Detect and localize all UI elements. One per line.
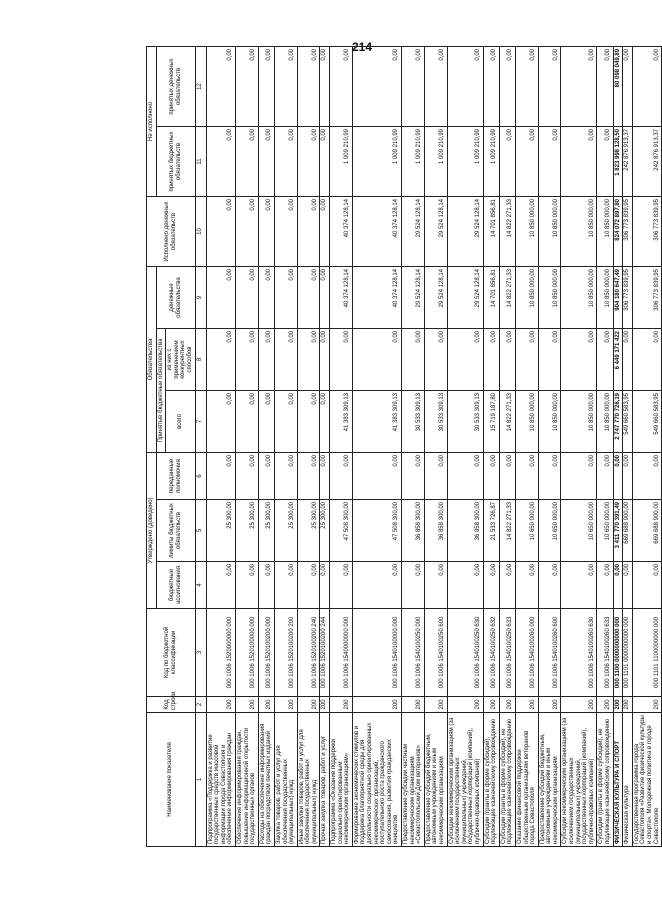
cell-kbk: 000 1006 1520100000 000 bbox=[235, 609, 258, 697]
cell-budget-assignments: 0,00 bbox=[258, 562, 274, 609]
cell-ne-monetary: 0,00 bbox=[597, 46, 613, 126]
cell-budget-assignments: 0,00 bbox=[235, 562, 258, 609]
cell-monetary: 14 822 271,33 bbox=[499, 266, 515, 328]
cell-ne-monetary: 0,00 bbox=[352, 46, 401, 126]
cell-executed: 40 374 128,14 bbox=[352, 196, 401, 266]
cell-monetary: 0,00 bbox=[258, 266, 274, 328]
cell-kbk: 000 1006 1540100260 600 bbox=[538, 609, 561, 697]
header-transferred: переданные полномочия bbox=[156, 452, 195, 499]
cell-ne-accepted-budget: 242 876 913,37 bbox=[632, 126, 661, 196]
cell-transferred: 0,00 bbox=[330, 452, 353, 499]
page-number: 214 bbox=[352, 40, 373, 54]
cell-transferred: 0,00 bbox=[274, 452, 297, 499]
header-kbk: Код по бюджетной классификации bbox=[147, 609, 196, 697]
cell-total: 0,00 bbox=[274, 390, 297, 452]
cell-ne-monetary: 0,00 bbox=[561, 46, 597, 126]
table-row bbox=[632, 46, 661, 846]
cell-kbk: 000 1101 0000000000 000 bbox=[623, 609, 633, 697]
cell-monetary: 904 180 647,49 bbox=[613, 266, 623, 328]
cell-name: Обеспечение информирования граждан, повышение информационной открытости государственных органов bbox=[235, 713, 258, 847]
cell-budget-assignments: 0,00 bbox=[447, 562, 483, 609]
cell-competitive: 0,00 bbox=[499, 328, 515, 390]
cell-transferred: 0,00 bbox=[483, 452, 499, 499]
header-code: Код строки bbox=[147, 697, 196, 713]
cell-ne-monetary: 0,00 bbox=[538, 46, 561, 126]
cell-ne-accepted-budget: 0,00 bbox=[258, 126, 274, 196]
cell-budget-assignments: 0,00 bbox=[632, 562, 661, 609]
cell-competitive: 0,00 bbox=[424, 328, 447, 390]
cell-ne-accepted-budget: 1 009 210,99 bbox=[330, 126, 353, 196]
header-executed: Исполнено денежных обязательств bbox=[147, 196, 196, 266]
cell-ne-monetary: 0,00 bbox=[499, 46, 515, 126]
cell-total: 15 719 187,80 bbox=[483, 390, 499, 452]
cell-ne-accepted-budget: 0,00 bbox=[206, 126, 235, 196]
cell-transferred: 0,00 bbox=[613, 452, 623, 499]
header-obligations: Обязательства bbox=[147, 266, 157, 452]
cell-ne-monetary: 0,00 bbox=[330, 46, 353, 126]
cell-kbk: 000 1006 1540100250 633 bbox=[499, 609, 515, 697]
cell-name: Субсидии (гранты в форме субсидий), подлежащие казначейскому сопровождению bbox=[483, 713, 499, 847]
header-name: Наименование показателя bbox=[147, 713, 196, 847]
cell-ne-accepted-budget: 0,00 bbox=[320, 126, 330, 196]
cell-limits: 669 688 900,00 bbox=[632, 500, 661, 562]
cell-executed: 0,00 bbox=[258, 196, 274, 266]
cell-name: Субсидии некоммерческим организациям (за исключением государственных (муниципальных) учреждений, государственных корпораций (компаний), публично-правовых компаний) bbox=[561, 713, 597, 847]
cell-limits: 36 858 300,00 bbox=[424, 500, 447, 562]
cell-transferred: 0,00 bbox=[538, 452, 561, 499]
cell-ne-accepted-budget: 0,00 bbox=[274, 126, 297, 196]
cell-kbk: 000 1006 1540100250 600 bbox=[424, 609, 447, 697]
cell-monetary: 40 374 128,14 bbox=[352, 266, 401, 328]
column-number: 11 bbox=[195, 126, 206, 196]
cell-competitive: 0,00 bbox=[352, 328, 401, 390]
cell-competitive: 0,00 bbox=[538, 328, 561, 390]
table-row bbox=[538, 46, 561, 846]
header-ne-monetary: принятых денежных обязательств bbox=[156, 46, 195, 126]
cell-name: Подпрограмма «Оказание поддержки социально ориентированным некоммерческим организациям» bbox=[330, 713, 353, 847]
cell-ne-monetary: 0,00 bbox=[206, 46, 235, 126]
cell-executed: 10 850 000,00 bbox=[515, 196, 538, 266]
cell-ne-accepted-budget: 1 009 210,99 bbox=[424, 126, 447, 196]
cell-monetary: 10 850 000,00 bbox=[561, 266, 597, 328]
cell-kbk: 000 1006 1540100260 633 bbox=[597, 609, 613, 697]
header-monetary: денежные обязательства bbox=[156, 266, 195, 328]
cell-name: ФИЗИЧЕСКАЯ КУЛЬТУРА И СПОРТ bbox=[613, 713, 623, 847]
cell-transferred: 0,00 bbox=[632, 452, 661, 499]
cell-transferred: 0,00 bbox=[320, 452, 330, 499]
cell-total: 30 533 309,13 bbox=[424, 390, 447, 452]
table-row bbox=[402, 46, 425, 846]
table-row bbox=[613, 46, 623, 846]
column-number: 9 bbox=[195, 266, 206, 328]
cell-ne-accepted-budget: 0,00 bbox=[499, 126, 515, 196]
cell-name: Физическая культура bbox=[623, 713, 633, 847]
cell-transferred: 0,00 bbox=[258, 452, 274, 499]
column-number: 8 bbox=[195, 328, 206, 390]
cell-total: 2 747 770 726,19 bbox=[613, 390, 623, 452]
cell-kbk: 000 1101 1100000000 000 bbox=[632, 609, 661, 697]
table-row bbox=[274, 46, 297, 846]
cell-executed: 10 850 000,00 bbox=[561, 196, 597, 266]
table-row bbox=[297, 46, 320, 846]
column-number: 5 bbox=[195, 500, 206, 562]
cell-budget-assignments: 0,00 bbox=[402, 562, 425, 609]
cell-competitive: 0,00 bbox=[274, 328, 297, 390]
header-competitive: из них с применением конкурентных способов bbox=[166, 328, 195, 390]
cell-ne-monetary: 0,00 bbox=[515, 46, 538, 126]
cell-budget-assignments: 0,00 bbox=[597, 562, 613, 609]
cell-executed: 306 773 839,95 bbox=[623, 196, 633, 266]
cell-ne-accepted-budget: 0,00 bbox=[561, 126, 597, 196]
table-row bbox=[206, 46, 235, 846]
budget-execution-table bbox=[146, 46, 662, 847]
cell-kbk: 000 1006 1520000000 000 bbox=[206, 609, 235, 697]
cell-name: Подпрограмма «Поддержка и развитие государственных средств массовой информации города Севастополя и обеспечение информирования граждан bbox=[206, 713, 235, 847]
cell-competitive: 0,00 bbox=[515, 328, 538, 390]
table-row bbox=[424, 46, 447, 846]
cell-total: 10 850 000,00 bbox=[561, 390, 597, 452]
cell-budget-assignments: 0,00 bbox=[330, 562, 353, 609]
cell-code: 200 bbox=[402, 697, 425, 713]
cell-ne-accepted-budget: 0,00 bbox=[235, 126, 258, 196]
cell-monetary: 10 850 000,00 bbox=[538, 266, 561, 328]
cell-executed: 306 773 839,95 bbox=[632, 196, 661, 266]
cell-total: 549 660 583,95 bbox=[632, 390, 661, 452]
cell-kbk: 000 1006 1540000000 000 bbox=[330, 609, 353, 697]
cell-ne-accepted-budget: 1 009 210,99 bbox=[352, 126, 401, 196]
cell-budget-assignments: 0,00 bbox=[515, 562, 538, 609]
column-number: 12 bbox=[195, 46, 206, 126]
cell-total: 0,00 bbox=[320, 390, 330, 452]
cell-executed: 14 822 271,33 bbox=[499, 196, 515, 266]
cell-competitive: 0,00 bbox=[258, 328, 274, 390]
cell-monetary: 40 374 128,14 bbox=[330, 266, 353, 328]
header-accepted-budget: Принятые бюджетные обязательства bbox=[156, 328, 166, 452]
table-row bbox=[483, 46, 499, 846]
cell-kbk: 000 1006 1540100000 000 bbox=[352, 609, 401, 697]
cell-monetary: 14 701 856,81 bbox=[483, 266, 499, 328]
cell-monetary: 29 524 128,14 bbox=[402, 266, 425, 328]
column-number: 10 bbox=[195, 196, 206, 266]
cell-budget-assignments: 0,00 bbox=[274, 562, 297, 609]
cell-name: Субсидии (гранты в форме субсидий), не подлежащие казначейскому сопровождению bbox=[597, 713, 613, 847]
cell-limits: 47 508 300,00 bbox=[352, 500, 401, 562]
cell-name: Закупка товаров, работ и услуг для обеспечения государственных (муниципальных) нужд bbox=[274, 713, 297, 847]
header-ne-accepted-budget: принятых бюджетных обязательств bbox=[156, 126, 195, 196]
cell-budget-assignments: 0,00 bbox=[623, 562, 633, 609]
cell-transferred: 0,00 bbox=[499, 452, 515, 499]
cell-name: Субсидии некоммерческим организациям (за исключением государственных (муниципальных) учреждений, государственных корпораций (компаний), публично-правовых компаний) bbox=[447, 713, 483, 847]
cell-ne-accepted-budget: 0,00 bbox=[538, 126, 561, 196]
cell-monetary: 0,00 bbox=[297, 266, 320, 328]
cell-competitive: 0,00 bbox=[597, 328, 613, 390]
cell-name: Предоставление субсидий бюджетным, автономным учреждениям и иным некоммерческим организациям bbox=[538, 713, 561, 847]
cell-total: 10 850 000,00 bbox=[515, 390, 538, 452]
table-row bbox=[330, 46, 353, 846]
cell-monetary: 10 850 000,00 bbox=[597, 266, 613, 328]
cell-code: 200 bbox=[330, 697, 353, 713]
column-number: 2 bbox=[195, 697, 206, 713]
cell-competitive: 0,00 bbox=[447, 328, 483, 390]
cell-ne-monetary: 0,00 bbox=[623, 46, 633, 126]
cell-limits: 10 650 000,00 bbox=[538, 500, 561, 562]
cell-ne-accepted-budget: 0,00 bbox=[297, 126, 320, 196]
cell-limits: 36 858 300,00 bbox=[402, 500, 425, 562]
cell-code: 200 bbox=[297, 697, 320, 713]
cell-code: 200 bbox=[515, 697, 538, 713]
cell-code: 200 bbox=[258, 697, 274, 713]
cell-transferred: 0,00 bbox=[597, 452, 613, 499]
cell-budget-assignments: 0,00 bbox=[320, 562, 330, 609]
table-row bbox=[597, 46, 613, 846]
cell-budget-assignments: 0,00 bbox=[499, 562, 515, 609]
cell-limits: 25 300,00 bbox=[297, 500, 320, 562]
cell-executed: 29 524 128,14 bbox=[424, 196, 447, 266]
column-number: 3 bbox=[195, 609, 206, 697]
cell-competitive: 0,00 bbox=[235, 328, 258, 390]
cell-limits: 10 650 000,00 bbox=[561, 500, 597, 562]
cell-executed: 0,00 bbox=[206, 196, 235, 266]
cell-name: Предоставление субсидии частным некоммерческим организациям «Севастопольский Дом ветеранов» bbox=[402, 713, 425, 847]
cell-ne-accepted-budget: 0,00 bbox=[515, 126, 538, 196]
cell-limits: 10 650 000,00 bbox=[515, 500, 538, 562]
header-budget-assignments: бюджетные ассигнования bbox=[156, 562, 195, 609]
cell-code: 200 bbox=[447, 697, 483, 713]
cell-limits: 25 300,00 bbox=[235, 500, 258, 562]
cell-transferred: 0,00 bbox=[424, 452, 447, 499]
cell-code: 200 bbox=[320, 697, 330, 713]
cell-ne-accepted-budget: 1 009 210,99 bbox=[402, 126, 425, 196]
cell-ne-monetary: 0,00 bbox=[424, 46, 447, 126]
cell-ne-monetary: 0,00 bbox=[402, 46, 425, 126]
cell-name: Предоставление субсидий бюджетным, автономным учреждениям и иным некоммерческим организациям bbox=[424, 713, 447, 847]
cell-total: 0,00 bbox=[297, 390, 320, 452]
cell-executed: 0,00 bbox=[320, 196, 330, 266]
cell-executed: 29 524 128,14 bbox=[447, 196, 483, 266]
cell-total: 30 533 309,13 bbox=[402, 390, 425, 452]
cell-monetary: 306 773 839,95 bbox=[623, 266, 633, 328]
cell-limits: 25 300,00 bbox=[320, 500, 330, 562]
cell-name: Иные закупки товаров, работ и услуг для обеспечения государственных (муниципальных) нужд bbox=[297, 713, 320, 847]
cell-ne-accepted-budget: 1 823 998 128,50 bbox=[613, 126, 623, 196]
cell-executed: 0,00 bbox=[297, 196, 320, 266]
cell-transferred: 0,00 bbox=[297, 452, 320, 499]
cell-transferred: 0,00 bbox=[447, 452, 483, 499]
cell-executed: 14 701 856,81 bbox=[483, 196, 499, 266]
cell-kbk: 000 1006 1540100250 632 bbox=[483, 609, 499, 697]
cell-total: 0,00 bbox=[206, 390, 235, 452]
cell-budget-assignments: 0,00 bbox=[561, 562, 597, 609]
cell-name: Прочая закупка товаров, работ и услуг bbox=[320, 713, 330, 847]
cell-kbk: 000 1006 1520100200 244 bbox=[320, 609, 330, 697]
cell-limits: 47 508 300,00 bbox=[330, 500, 353, 562]
cell-kbk: 000 1006 1540100250 000 bbox=[402, 609, 425, 697]
cell-competitive: 0,00 bbox=[330, 328, 353, 390]
cell-name: Государственная программа города Севастополя «Развитие физической культуры и спорта». Молодежная политика в городе Севастополе bbox=[632, 713, 661, 847]
table-row bbox=[515, 46, 538, 846]
cell-limits: 25 300,00 bbox=[274, 500, 297, 562]
cell-competitive: 6 449 171 422 bbox=[613, 328, 623, 390]
cell-limits: 36 858 300,00 bbox=[447, 500, 483, 562]
cell-transferred: 0,00 bbox=[352, 452, 401, 499]
table-row bbox=[561, 46, 597, 846]
cell-competitive: 0,00 bbox=[483, 328, 499, 390]
cell-code: 200 bbox=[352, 697, 401, 713]
header-not-executed: Не исполнено bbox=[147, 46, 157, 196]
cell-limits: 14 822 271,33 bbox=[499, 500, 515, 562]
cell-total: 10 850 000,00 bbox=[597, 390, 613, 452]
cell-ne-accepted-budget: 1 009 210,99 bbox=[447, 126, 483, 196]
cell-total: 30 533 309,13 bbox=[447, 390, 483, 452]
cell-code: 200 bbox=[235, 697, 258, 713]
table-row bbox=[623, 46, 633, 846]
table-row bbox=[447, 46, 483, 846]
column-number: 1 bbox=[195, 713, 206, 847]
cell-budget-assignments: 0,00 bbox=[613, 562, 623, 609]
cell-limits: 25 300,00 bbox=[258, 500, 274, 562]
cell-name: Формирование экономических стимулов и поддержка благоприятной среды для деятельности социально ориентированных некоммерческих организаций, поступательного роста гражданского самосознания, развития гражданских инициатив bbox=[352, 713, 401, 847]
cell-code: 200 bbox=[597, 697, 613, 713]
cell-kbk: 000 1100 0000000000 000 bbox=[613, 609, 623, 697]
cell-budget-assignments: 0,00 bbox=[352, 562, 401, 609]
cell-competitive: 0,00 bbox=[632, 328, 661, 390]
cell-executed: 0,00 bbox=[235, 196, 258, 266]
column-number: 7 bbox=[195, 390, 206, 452]
cell-budget-assignments: 0,00 bbox=[206, 562, 235, 609]
cell-competitive: 0,00 bbox=[561, 328, 597, 390]
cell-monetary: 0,00 bbox=[235, 266, 258, 328]
cell-kbk: 000 1006 1540100260 630 bbox=[561, 609, 597, 697]
cell-transferred: 0,00 bbox=[206, 452, 235, 499]
table-row bbox=[320, 46, 330, 846]
cell-budget-assignments: 0,00 bbox=[297, 562, 320, 609]
cell-executed: 10 850 000,00 bbox=[597, 196, 613, 266]
cell-name: Оказание финансовой поддержки общественным организациям ветеранов города Севастополя bbox=[515, 713, 538, 847]
cell-total: 14 822 271,33 bbox=[499, 390, 515, 452]
rotated-page-content bbox=[146, 47, 660, 847]
cell-ne-monetary: 0,00 bbox=[447, 46, 483, 126]
cell-code: 200 bbox=[623, 697, 633, 713]
header-approved: Утверждено (доведено) bbox=[147, 452, 157, 608]
cell-transferred: 0,00 bbox=[561, 452, 597, 499]
cell-ne-monetary: 0,00 bbox=[235, 46, 258, 126]
table-row bbox=[499, 46, 515, 846]
cell-kbk: 000 1006 1520100200 000 bbox=[258, 609, 274, 697]
cell-ne-monetary: 0,00 bbox=[274, 46, 297, 126]
cell-code: 200 bbox=[274, 697, 297, 713]
cell-code: 200 bbox=[206, 697, 235, 713]
table-row bbox=[352, 46, 401, 846]
cell-competitive: 0,00 bbox=[320, 328, 330, 390]
cell-limits: 10 650 000,00 bbox=[597, 500, 613, 562]
cell-code: 200 bbox=[613, 697, 623, 713]
cell-competitive: 0,00 bbox=[623, 328, 633, 390]
cell-executed: 40 374 128,14 bbox=[330, 196, 353, 266]
cell-ne-monetary: 0,00 bbox=[297, 46, 320, 126]
cell-monetary: 306 773 839,95 bbox=[632, 266, 661, 328]
column-number: 4 bbox=[195, 562, 206, 609]
cell-monetary: 10 850 000,00 bbox=[515, 266, 538, 328]
cell-executed: 29 524 128,14 bbox=[402, 196, 425, 266]
cell-kbk: 000 1006 1520100200 200 bbox=[274, 609, 297, 697]
cell-budget-assignments: 0,00 bbox=[483, 562, 499, 609]
cell-total: 0,00 bbox=[235, 390, 258, 452]
cell-ne-monetary: 0,00 bbox=[258, 46, 274, 126]
cell-limits: 669 688 900,00 bbox=[623, 500, 633, 562]
cell-transferred: 0,00 bbox=[623, 452, 633, 499]
cell-ne-monetary: 0,00 bbox=[632, 46, 661, 126]
cell-code: 200 bbox=[538, 697, 561, 713]
cell-code: 200 bbox=[424, 697, 447, 713]
cell-ne-accepted-budget: 0,00 bbox=[597, 126, 613, 196]
cell-total: 41 383 309,13 bbox=[352, 390, 401, 452]
cell-limits: 21 533 726,87 bbox=[483, 500, 499, 562]
cell-competitive: 0,00 bbox=[206, 328, 235, 390]
cell-total: 0,00 bbox=[258, 390, 274, 452]
cell-transferred: 0,00 bbox=[515, 452, 538, 499]
cell-total: 41 383 309,13 bbox=[330, 390, 353, 452]
cell-monetary: 0,00 bbox=[274, 266, 297, 328]
cell-code: 200 bbox=[561, 697, 597, 713]
cell-ne-monetary: 80 098 049,89 bbox=[613, 46, 623, 126]
cell-code: 200 bbox=[483, 697, 499, 713]
cell-transferred: 0,00 bbox=[402, 452, 425, 499]
cell-ne-accepted-budget: 242 876 913,37 bbox=[623, 126, 633, 196]
cell-monetary: 0,00 bbox=[320, 266, 330, 328]
table-row bbox=[258, 46, 274, 846]
cell-total: 549 660 583,95 bbox=[623, 390, 633, 452]
column-number: 6 bbox=[195, 452, 206, 499]
cell-ne-monetary: 0,00 bbox=[320, 46, 330, 126]
cell-limits: 3 411 770 391,49 bbox=[613, 500, 623, 562]
cell-budget-assignments: 0,00 bbox=[424, 562, 447, 609]
header-limits: лимиты бюджетных обязательств bbox=[156, 500, 195, 562]
cell-ne-accepted-budget: 1 009 210,99 bbox=[483, 126, 499, 196]
table-row bbox=[235, 46, 258, 846]
cell-code: 200 bbox=[499, 697, 515, 713]
cell-executed: 10 850 000,00 bbox=[538, 196, 561, 266]
cell-transferred: 0,00 bbox=[235, 452, 258, 499]
cell-code: 200 bbox=[632, 697, 661, 713]
cell-monetary: 0,00 bbox=[206, 266, 235, 328]
cell-limits: 25 300,00 bbox=[206, 500, 235, 562]
cell-competitive: 0,00 bbox=[297, 328, 320, 390]
cell-monetary: 29 524 128,14 bbox=[447, 266, 483, 328]
cell-name: Субсидии (гранты в форме субсидий), не подлежащие казначейскому сопровождению bbox=[499, 713, 515, 847]
cell-name: Расходы на обеспечение информирования граждан посредством печатных изданий bbox=[258, 713, 274, 847]
cell-competitive: 0,00 bbox=[402, 328, 425, 390]
cell-kbk: 000 1006 1520100200 240 bbox=[297, 609, 320, 697]
cell-total: 10 850 000,00 bbox=[538, 390, 561, 452]
cell-executed: 0,00 bbox=[274, 196, 297, 266]
header-total: всего bbox=[166, 390, 195, 452]
cell-kbk: 000 1006 1540100260 000 bbox=[515, 609, 538, 697]
table-body bbox=[206, 46, 662, 846]
cell-budget-assignments: 0,00 bbox=[538, 562, 561, 609]
cell-monetary: 29 524 128,14 bbox=[424, 266, 447, 328]
cell-ne-monetary: 0,00 bbox=[483, 46, 499, 126]
cell-executed: 824 072 897,80 bbox=[613, 196, 623, 266]
cell-kbk: 000 1006 1540100250 630 bbox=[447, 609, 483, 697]
